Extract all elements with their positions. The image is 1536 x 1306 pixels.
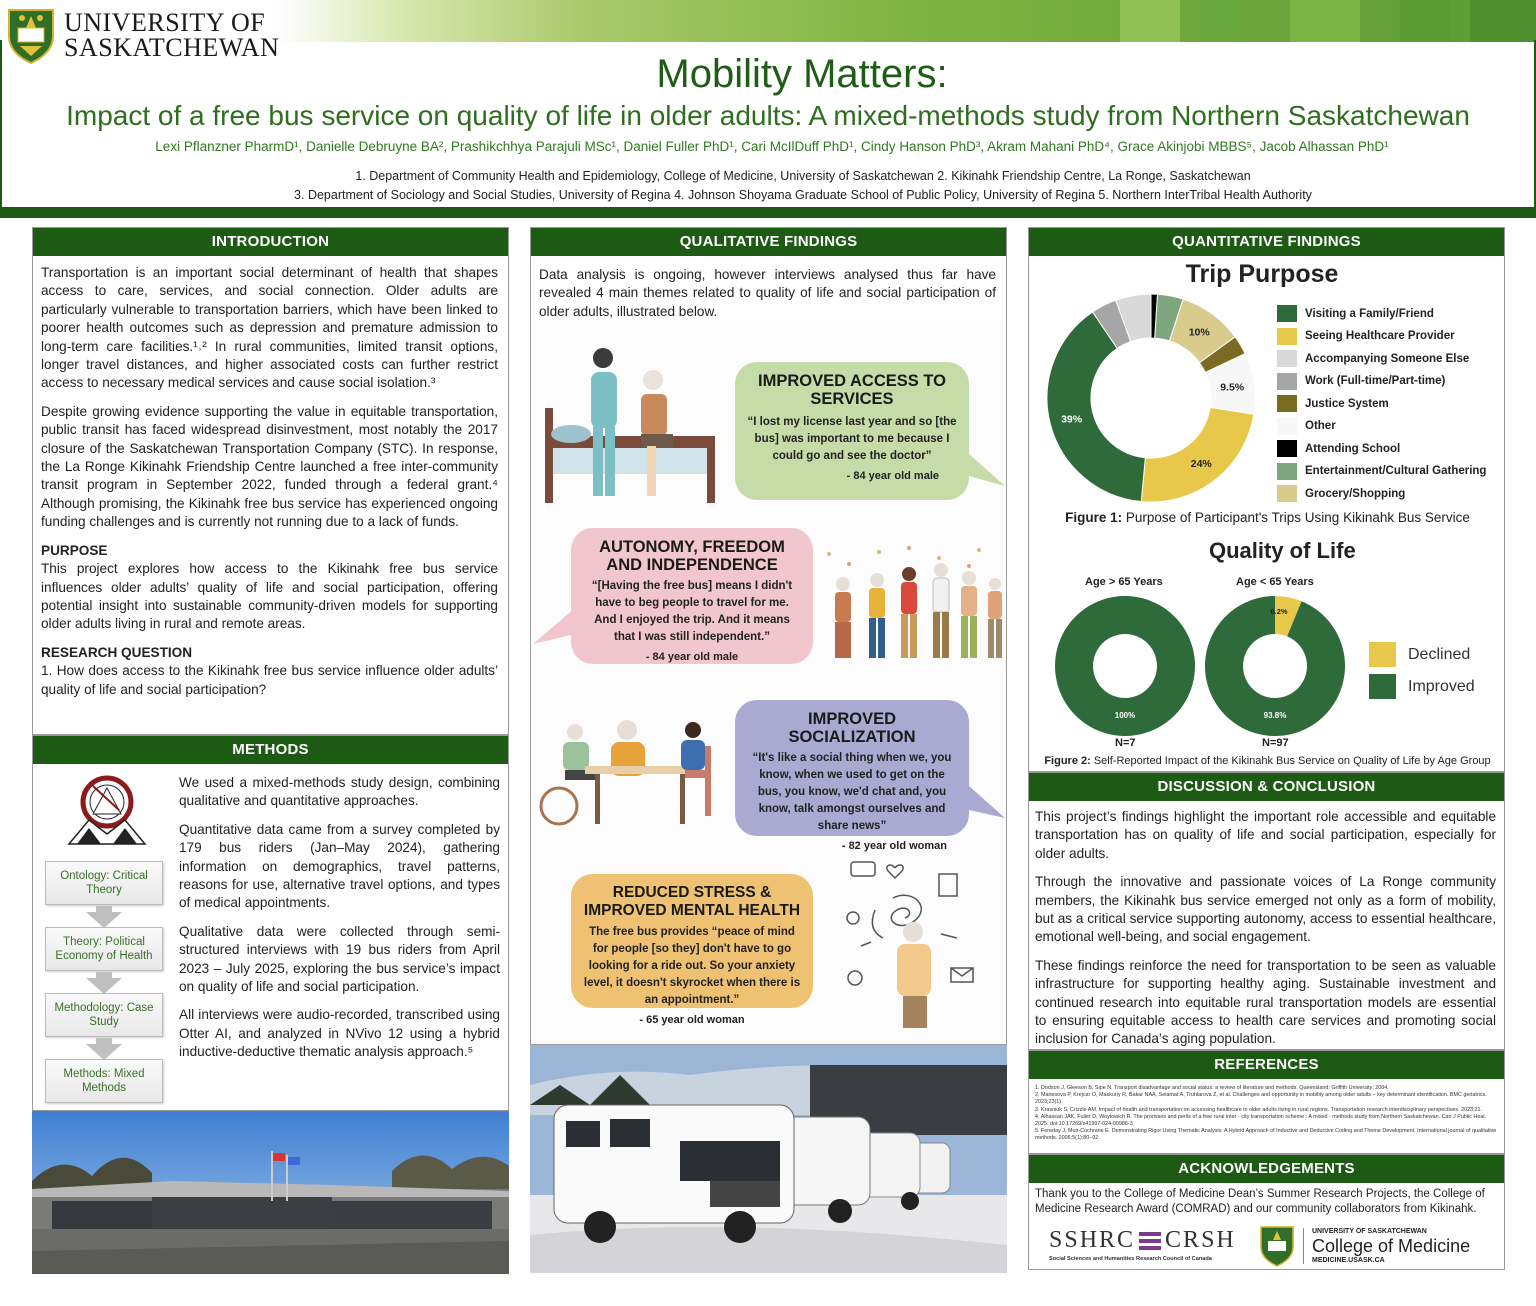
theme-bubble-socialization bbox=[735, 700, 969, 852]
kikinahk-buses-photo bbox=[530, 1045, 1007, 1273]
theme-title-socialization: IMPROVED SOCIALIZATION bbox=[788, 710, 916, 746]
methods-section bbox=[32, 735, 509, 1111]
trip-purpose-donut-chart bbox=[1039, 288, 1269, 508]
reference-5: 5. Fereday J, Muir-Cochrane E. Demonstrating Rigor Using Thematic Analysis: A Hybrid Approach of Inductive and Deductive Coding and Theme Development. International journal of qualitative methods. 2006;5(1):80–92. bbox=[1035, 1128, 1497, 1142]
legend-swatch bbox=[1277, 373, 1297, 390]
sshrc-left: SSHRC bbox=[1049, 1227, 1136, 1253]
legend-improved-label: Improved bbox=[1408, 677, 1475, 695]
bubble-tail-icon bbox=[969, 454, 1009, 494]
legend-item-work-full-time-part-time bbox=[1277, 373, 1445, 390]
purpose-text: This project explores how access to the Kikinahk free bus service influences older adults’ quality of life and social participation, offering potential insight into sustainable community-driven models for supporting older adults living in rural and remote areas. bbox=[41, 561, 498, 632]
sshrc-subtitle: Social Sciences and Humanities Research Council of Canada bbox=[1049, 1256, 1212, 1262]
flow-box-methodology: Methodology: Case Study bbox=[45, 993, 163, 1037]
reference-4: 4. Alhassan JAK, Fuller D, Woytowich R. The promises and perils of a free rural inter - city transportation scheme : A mixed - methods study from Northern Saskatchewan. Can J Public Heal. 2025. doi:10.17269/s41997-024-00986-3 bbox=[1035, 1113, 1487, 1128]
affiliations bbox=[0, 167, 1536, 205]
data-label-seeing-healthcare-provider: 24% bbox=[1190, 457, 1212, 470]
affiliations-line2: 3. Department of Sociology and Social Studies, University of Regina 4. Johnson Shoyama Graduate School of Public Policy, University of Regina 5. Northern InterTribal Health Authority bbox=[294, 188, 1312, 202]
legend-item-visiting-a-family-friend bbox=[1277, 305, 1434, 322]
theme-bubble-access bbox=[735, 362, 969, 500]
introduction-section bbox=[32, 227, 509, 735]
nurse-patient-illustration bbox=[541, 338, 731, 508]
qualitative-section bbox=[530, 227, 1007, 1045]
theme-title-autonomy: AUTONOMY, FREEDOM AND INDEPENDENCE bbox=[599, 538, 785, 574]
legend-label: Seeing Healthcare Provider bbox=[1305, 330, 1455, 342]
usask-crest-icon bbox=[1259, 1225, 1295, 1267]
legend-item-justice-system bbox=[1277, 395, 1389, 412]
methods-paragraph-3: Qualitative data were collected through semi-structured interviews with 19 bus riders from April 2023 – July 2025, exploring the bus service’s impact on quality of life and social participation. bbox=[179, 923, 500, 995]
sshrc-logo bbox=[1049, 1227, 1236, 1262]
university-name-line1: UNIVERSITY OF bbox=[64, 8, 266, 37]
legend-swatch bbox=[1277, 463, 1297, 480]
legend-label: Visiting a Family/Friend bbox=[1305, 307, 1434, 320]
qol-label-improved-over-65: 100% bbox=[1114, 711, 1136, 720]
figure2-text: Self-Reported Impact of the Kikinahk Bus Service on Quality of Life by Age Group bbox=[1093, 755, 1491, 767]
slice-seeing-healthcare-provider bbox=[1141, 407, 1254, 502]
legend-swatch bbox=[1277, 418, 1297, 435]
dancing-seniors-illustration bbox=[819, 544, 1004, 664]
legend-swatch bbox=[1277, 350, 1297, 367]
theme-attribution-autonomy: - 84 year old male bbox=[645, 651, 739, 663]
friendship-centre-photo bbox=[32, 1111, 509, 1274]
flow-box-theory: Theory: Political Economy of Health bbox=[45, 927, 163, 971]
legend-item-entertainment-cultural-gathering bbox=[1277, 463, 1486, 480]
quality-of-life-donut-charts bbox=[1045, 590, 1385, 750]
theme-title-mental-health: REDUCED STRESS & IMPROVED MENTAL HEALTH bbox=[583, 884, 801, 919]
legend-swatch bbox=[1277, 395, 1297, 412]
theme-attribution-socialization: - 82 year old woman bbox=[841, 840, 947, 852]
sshrc-bars-icon bbox=[1139, 1232, 1161, 1250]
discussion-section bbox=[1028, 772, 1505, 1050]
quantitative-heading: QUANTITATIVE FINDINGS bbox=[1029, 228, 1504, 256]
sshrc-right: CRSH bbox=[1165, 1227, 1236, 1253]
legend-swatch bbox=[1277, 328, 1297, 345]
qualitative-intro: Data analysis is ongoing, however interviews analysed thus far have revealed 4 main themes related to quality of life and social participation of older adults, illustrated below. bbox=[531, 256, 1006, 321]
figure1-caption bbox=[1029, 510, 1506, 525]
theme-bubble-autonomy bbox=[571, 528, 813, 664]
legend-item-seeing-healthcare-provider bbox=[1277, 328, 1455, 345]
legend-label: Other bbox=[1305, 420, 1336, 432]
acknowledgements-section bbox=[1028, 1154, 1505, 1270]
college-url: MEDICINE.USASK.CA bbox=[1312, 1257, 1385, 1264]
chart2-group2-n: N=97 bbox=[1262, 737, 1289, 749]
references-heading: REFERENCES bbox=[1029, 1051, 1504, 1079]
methods-paragraph-2: Quantitative data came from a survey completed by 179 bus riders (Jan–May 2024), gathering information on demographics, travel patterns, reasons for use, alternative travel options, and types of medical appointments. bbox=[179, 821, 500, 911]
poster-subtitle: Impact of a free bus service on quality of life in older adults: A mixed-methods study from Northern Saskatchewan bbox=[66, 100, 1470, 131]
theme-quote-access: “I lost my license last year and so [the bus] was important to me because I could go and see the doctor” bbox=[747, 416, 957, 462]
legend-declined bbox=[1369, 642, 1470, 667]
legend-label: Work (Full-time/Part-time) bbox=[1305, 375, 1446, 387]
data-label-grocery-shopping: 10% bbox=[1188, 326, 1210, 339]
references-section bbox=[1028, 1050, 1505, 1154]
bubble-tail-icon bbox=[533, 608, 575, 648]
legend-item-attending-school bbox=[1277, 440, 1400, 457]
chart1-title: Trip Purpose bbox=[1185, 260, 1339, 288]
legend-swatch bbox=[1277, 440, 1297, 457]
legend-item-grocery-shopping bbox=[1277, 485, 1405, 502]
methods-paragraph-4: All interviews were audio-recorded, transcribed using Otter AI, and analyzed in NVivo 12 using a hybrid inductive-deductive thematic analysis approach.⁵ bbox=[179, 1007, 500, 1060]
university-name-line2: SASKATCHEWAN bbox=[64, 33, 280, 62]
legend-label: Attending School bbox=[1305, 442, 1401, 455]
header-divider bbox=[0, 207, 1536, 218]
usask-label: UNIVERSITY OF SASKATCHEWAN bbox=[1312, 1228, 1427, 1235]
intro-paragraph-2: Despite growing evidence supporting the value in equitable transportation, public transit has faced widespread disinvestment, most notably the 2017 closure of the Saskatchewan Transportation Company (STC). In response, the La Ronge Kikinahk Friendship Centre launched a free inter-community transit program in September 2022, funded through a federal grant.⁴ Although promising, the Kikinahk free bus service has experienced ongoing funding challenges and is currently not running due to a lack of funds. bbox=[41, 403, 498, 530]
discussion-paragraph-1: This project’s findings highlight the important role accessible and equitable transportation has on quality of life and social participation, especially for older adults. bbox=[1035, 809, 1496, 861]
reference-1: 1. Dodson J, Gleeson B, Sipe N. Transport disadvantage and social status: a review of literature and methods. Queensland: Griffith University; 2004. bbox=[1035, 1085, 1389, 1091]
college-of-medicine-label: College of Medicine bbox=[1312, 1236, 1471, 1256]
theme-quote-mental-health: The free bus provides “peace of mind for people [so they] don't have to go looking for a ride out. So your anxiety level, it doesn't skyrocket when there is an appointment.” bbox=[583, 926, 801, 1006]
theme-title-access: IMPROVED ACCESS TO SERVICES bbox=[758, 372, 946, 408]
flow-box-methods: Methods: Mixed Methods bbox=[45, 1059, 163, 1103]
reference-2: 2. Manesova P, Krejcar O, Maskuriy R, Bakar NAA, Selamat A, Truhlarova Z, et al. Challenges and opportunity in mobility among older adults – key determinant identification. BMC geriatrics. 2023;23(1). bbox=[1035, 1092, 1487, 1106]
figure1-text: Purpose of Participant's Trips Using Kikinahk Bus Service bbox=[1125, 510, 1470, 525]
community-logo-icon bbox=[63, 770, 151, 850]
flow-box-ontology: Ontology: Critical Theory bbox=[45, 861, 163, 905]
research-question-text: 1. How does access to the Kikinahk free bus service influence older adults’ quality of life and social participation? bbox=[41, 663, 498, 697]
bubble-tail-icon bbox=[969, 786, 1009, 826]
methods-paragraph-1: We used a mixed-methods study design, combining qualitative and quantitative approaches. bbox=[179, 775, 500, 809]
legend-declined-label: Declined bbox=[1408, 645, 1471, 663]
legend-item-accompanying-someone-else bbox=[1277, 350, 1469, 367]
legend-improved-swatch bbox=[1369, 674, 1396, 699]
figure1-label: Figure 1: bbox=[1065, 510, 1123, 525]
legend-declined-swatch bbox=[1369, 642, 1396, 667]
quantitative-section bbox=[1028, 227, 1505, 772]
college-of-medicine-logo bbox=[1259, 1225, 1470, 1267]
reference-3: 3. Krasniuk S, Crizzle AM. Impact of health and transportation on accessing healthcare in older adults living in rural regions. Transportation research interdisciplinary perspectives. 2023;21. bbox=[1035, 1106, 1483, 1113]
introduction-heading: INTRODUCTION bbox=[33, 228, 508, 256]
poster-title: Mobility Matters: bbox=[656, 52, 948, 96]
theme-quote-socialization: “It's like a social thing when we, you know, when we used to get on the bus, you know, we'd chat and, you know, talk amongst ourselves and share news” bbox=[752, 752, 952, 832]
stressed-woman-illustration bbox=[831, 858, 991, 1030]
theme-bubble-mental-health bbox=[571, 874, 813, 1026]
chart2-group1-n: N=7 bbox=[1115, 737, 1136, 749]
acknowledgements-heading: ACKNOWLEDGEMENTS bbox=[1029, 1155, 1504, 1183]
research-question-heading: RESEARCH QUESTION bbox=[41, 644, 193, 660]
seniors-chatting-illustration bbox=[535, 716, 735, 826]
chart2-title: Quality of Life bbox=[1209, 538, 1356, 563]
legend-improved bbox=[1369, 674, 1475, 699]
legend-swatch bbox=[1277, 485, 1297, 502]
affiliations-line1: 1. Department of Community Health and Epidemiology, College of Medicine, University of Saskatchewan 2. Kikinahk Friendship Centre, La Ronge, Saskatchewan bbox=[355, 169, 1251, 183]
acknowledgements-text: Thank you to the College of Medicine Dean’s Summer Research Projects, the College of Medicine Research Award (COMRAD) and our community collaborators from Kikinahk. bbox=[1035, 1188, 1485, 1215]
theme-attribution-access: - 84 year old male bbox=[846, 470, 939, 482]
legend-label: Entertainment/Cultural Gathering bbox=[1305, 465, 1487, 477]
purpose-heading: PURPOSE bbox=[41, 542, 108, 558]
discussion-heading: DISCUSSION & CONCLUSION bbox=[1029, 773, 1504, 801]
data-label-other: 9.5% bbox=[1220, 381, 1245, 394]
intro-paragraph-1: Transportation is an important social determinant of health that shapes access to care, services, and social connection. Older adults are particularly vulnerable to transportation barriers, which have been linked to poorer health outcomes such as depression and premature admission to long-term care facilities.¹˒² In rural communities, limited transit options, longer travel distances, and higher associated costs can further restrict access to necessary medical services and cause social isolation.³ bbox=[41, 265, 498, 391]
legend-label: Justice System bbox=[1305, 397, 1389, 410]
chart2-group2-label: Age < 65 Years bbox=[1236, 576, 1314, 588]
author-list: Lexi Pflanzner PharmD¹, Danielle Debruyne BA², Prashikchhya Parajuli MSc¹, Daniel Fuller PhD¹, Cari McIlDuff PhD¹, Cindy Hanson PhD³, Akram Mahani PhD⁴, Grace Akinjobi MBBS⁵, Jacob Alhassan PhD¹ bbox=[155, 139, 1389, 154]
qualitative-heading: QUALITATIVE FINDINGS bbox=[531, 228, 1006, 256]
discussion-paragraph-3: These findings reinforce the need for transportation to be seen as valuable infrastructure for supporting healthy aging. Sustainable investment and continued research into equitable rural transportation models are essential to ensuring equitable access to health care services and promoting social inclusion for Canada’s aging population. bbox=[1035, 957, 1496, 1047]
legend-swatch bbox=[1277, 305, 1297, 322]
legend-label: Grocery/Shopping bbox=[1305, 487, 1406, 500]
legend-label: Accompanying Someone Else bbox=[1305, 352, 1470, 365]
discussion-paragraph-2: Through the innovative and passionate voices of La Ronge community members, the Kikinahk bus service emerged not only as a form of mobility, but as a critical service supporting autonomy, access to essential healthcare, emotional well-being, and social engagement. bbox=[1035, 874, 1496, 945]
theme-quote-autonomy: “[Having the free bus] means I didn't have to beg people to travel for me. And I enjoyed the trip. And it means that I was still independent.” bbox=[591, 580, 793, 643]
figure2-label: Figure 2: bbox=[1044, 755, 1091, 767]
chart2-group1-label: Age > 65 Years bbox=[1085, 576, 1163, 588]
qol-label-declined-under-65: 6.2% bbox=[1270, 607, 1288, 616]
figure2-caption bbox=[1029, 755, 1506, 767]
data-label-visiting-a-family-friend: 39% bbox=[1061, 413, 1083, 426]
qol-label-improved-under-65: 93.8% bbox=[1263, 711, 1287, 720]
legend-item-other bbox=[1277, 418, 1336, 435]
theme-attribution-mental-health: - 65 year old woman bbox=[639, 1014, 745, 1026]
methods-heading: METHODS bbox=[33, 736, 508, 764]
